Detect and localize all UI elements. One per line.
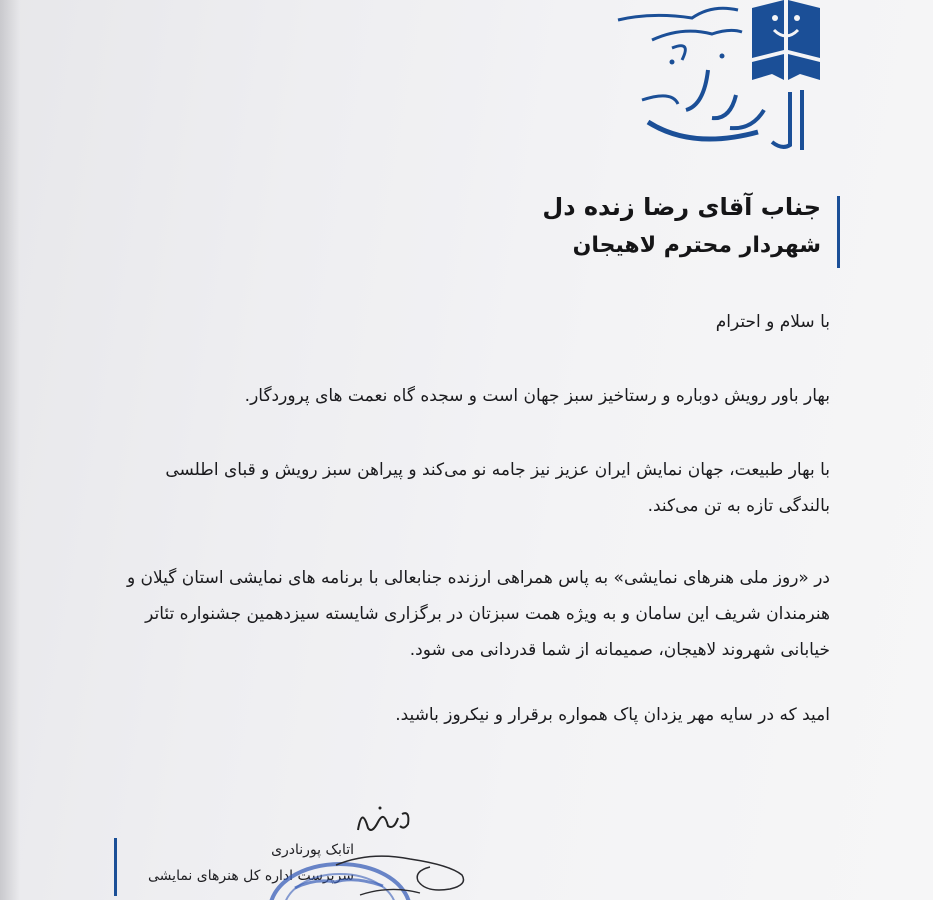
- addressee-accent-bar: [837, 196, 840, 268]
- letter-greeting: با سلام و احترام: [715, 312, 830, 332]
- paper-edge-shadow: [0, 0, 20, 900]
- addressee-block: [533, 193, 833, 268]
- letter-closing: امید که در سایه مهر یزدان پاک همواره برقرار و نیکروز باشید.: [395, 705, 830, 725]
- handwritten-signature: [330, 845, 490, 900]
- letter-paragraph-2: با بهار طبیعت، جهان نمایش ایران عزیز نیز جامه نو می‌کند و پیراهن سبز رویش و قبای اطلسی بالندگی تازه به تن می‌کند.: [165, 460, 830, 516]
- addressee-role: شهردار محترم لاهیجان: [572, 233, 821, 258]
- signatory-name: اتابک پورنادری: [271, 842, 354, 858]
- signature-accent-bar: [114, 838, 117, 896]
- book-emblem-icon: [612, 0, 834, 152]
- letter-paragraph-1: بهار باور رویش دوباره و رستاخیز سبز جهان است و سجده گاه نعمت های پروردگار.: [244, 386, 830, 406]
- signatory-title: سرپرست اداره کل هنرهای نمایشی: [148, 868, 354, 884]
- letter-paragraph-3: در «روز ملی هنرهای نمایشی» به پاس همراهی ارزنده جنابعالی با برنامه های نمایشی استان گیلان و هنرمندان شریف این سامان و به ویژه همت سبزتان در برگزاری شایسته سیزدهمین جشنواره تئاتر خیابانی شهروند لاهیجان، صمیمانه از شما قدردانی می شود.: [126, 568, 830, 660]
- addressee-name: جناب آقای رضا زنده دل: [542, 193, 821, 221]
- letterhead-logo: [612, 0, 834, 152]
- handwritten-note: [350, 800, 420, 840]
